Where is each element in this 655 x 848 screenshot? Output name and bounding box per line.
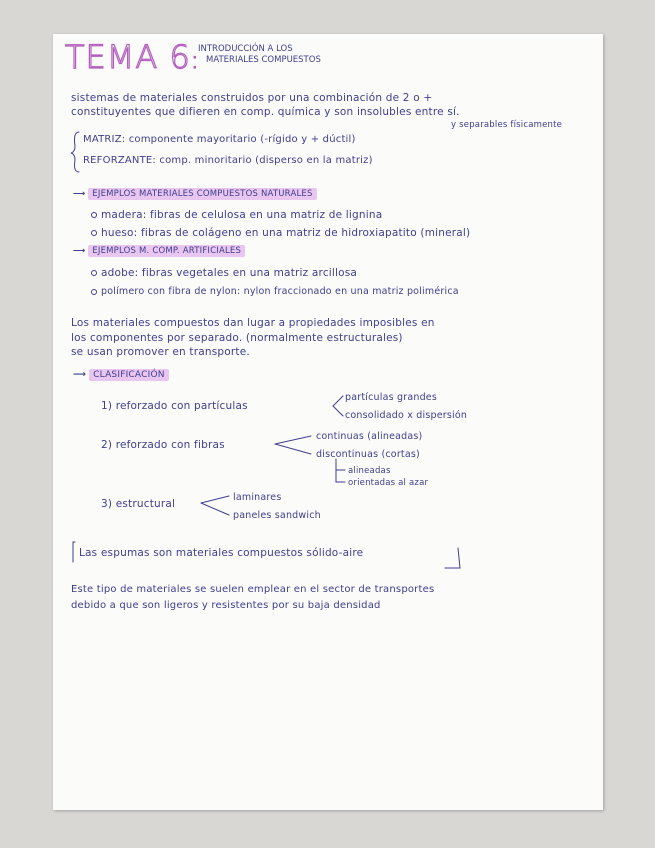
clasificacion-3-label: 3) estructural xyxy=(101,498,176,510)
intro-line-1: sistemas de materiales construidos por una combinación de 2 o + xyxy=(71,92,433,104)
clasificacion-3-branch-2: paneles sandwich xyxy=(233,510,321,521)
propiedades-line-3: se usan promover en transporte. xyxy=(71,346,250,358)
branch-2-sub xyxy=(336,459,345,482)
propiedades-line-1: Los materiales compuestos dan lugar a propiedades imposibles en xyxy=(71,317,435,329)
propiedades-line-2: los componentes por separado. (normalmente estructurales) xyxy=(71,332,403,344)
subtitle-line-1: INTRODUCCIÓN A LOS xyxy=(198,44,293,54)
clasificacion-1-branch-2: consolidado x dispersión xyxy=(345,410,468,421)
clasificacion-2-sub-1: alineadas xyxy=(348,466,391,476)
subtitle-line-2: MATERIALES COMPUESTOS xyxy=(206,55,321,65)
clasificacion-2-label: 2) reforzado con fibras xyxy=(101,439,225,451)
clasificacion-1-label: 1) reforzado con partículas xyxy=(101,400,248,412)
matriz-definition: MATRIZ: componente mayoritario (-rígido y + dúctil) xyxy=(83,134,356,145)
artificiales-item-2: polímero con fibra de nylon: nylon fraccionado en una matriz polimérica xyxy=(91,286,459,297)
brace-matriz-reforzante xyxy=(71,132,79,172)
branch-3-bottom xyxy=(201,503,229,515)
branch-1-top xyxy=(333,396,343,406)
branch-3-top xyxy=(201,496,229,503)
pen-strokes xyxy=(53,34,603,810)
branch-2-bottom xyxy=(275,444,311,454)
espumas-corner-left xyxy=(73,542,75,562)
branch-2-top xyxy=(275,436,311,444)
clasificacion-1-branch-1: partículas grandes xyxy=(345,392,437,403)
conclusion-line-2: debido a que son ligeros y resistentes por su baja densidad xyxy=(71,600,381,611)
naturales-heading: ⟶ EJEMPLOS MATERIALES COMPUESTOS NATURALES xyxy=(73,189,317,199)
intro-line-2: constituyentes que difieren en comp. química y son insolubles entre sí. xyxy=(71,106,460,118)
artificiales-heading: ⟶ EJEMPLOS M. COMP. ARTIFICIALES xyxy=(73,246,245,256)
artificiales-item-1: adobe: fibras vegetales en una matriz arcillosa xyxy=(91,267,357,279)
conclusion-line-1: Este tipo de materiales se suelen emplear en el sector de transportes xyxy=(71,584,435,595)
naturales-item-2: hueso: fibras de colágeno en una matriz de hidroxiapatito (mineral) xyxy=(91,227,470,239)
clasificacion-heading: ⟶ CLASIFICACIÓN xyxy=(73,370,169,380)
clasificacion-3-branch-1: laminares xyxy=(233,492,282,503)
espumas-note: Las espumas son materiales compuestos sólido-aire xyxy=(79,547,364,559)
intro-line-3: y separables físicamente xyxy=(451,120,563,130)
naturales-item-1: madera: fibras de celulosa en una matriz de lignina xyxy=(91,209,382,221)
page-title: TEMA 6: xyxy=(65,38,200,76)
clasificacion-2-branch-1: continuas (alineadas) xyxy=(316,431,423,442)
espumas-corner-right xyxy=(445,548,460,568)
reforzante-definition: REFORZANTE: comp. minoritario (disperso en la matriz) xyxy=(83,155,373,166)
notebook-page xyxy=(53,34,603,810)
clasificacion-2-sub-2: orientadas al azar xyxy=(348,478,429,488)
branch-1-bottom xyxy=(333,406,343,416)
clasificacion-2-branch-2: discontinuas (cortas) xyxy=(316,449,420,460)
